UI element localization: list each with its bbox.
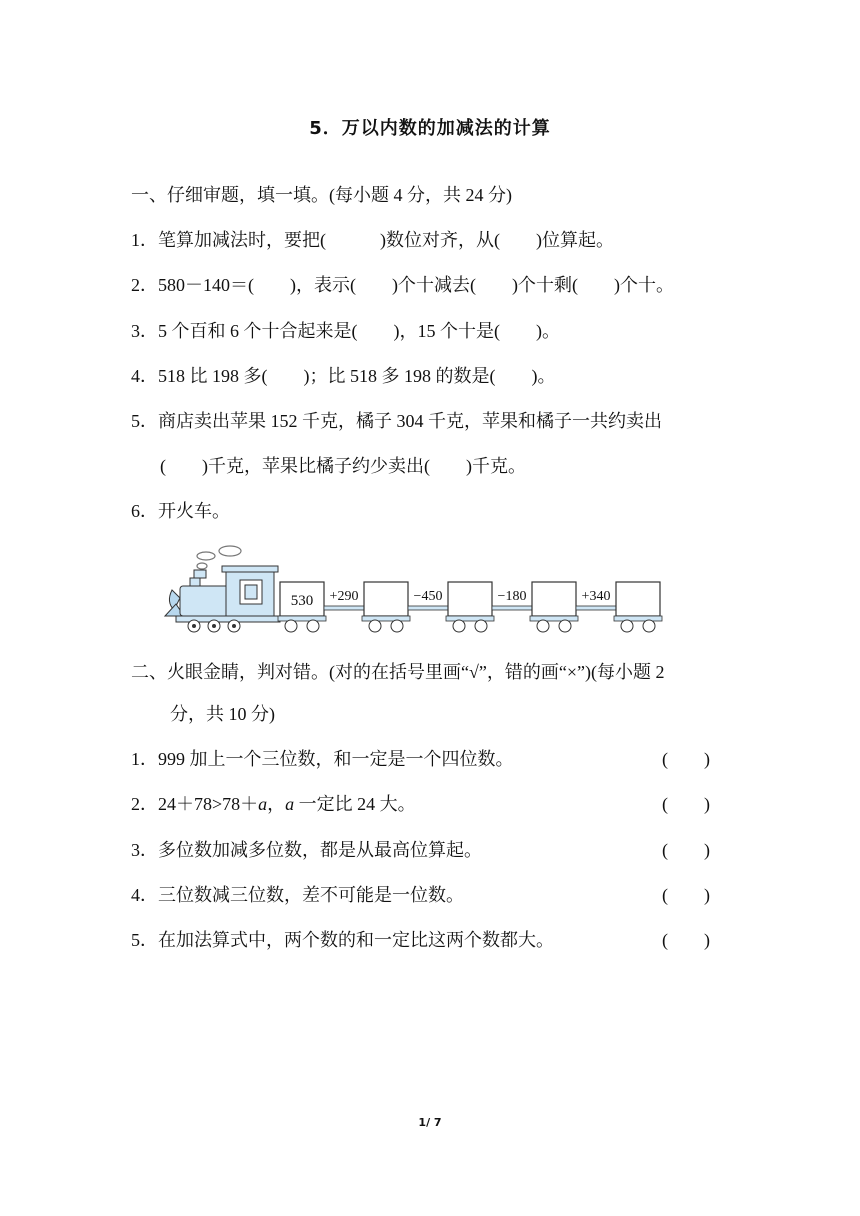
coupling-bar	[492, 606, 532, 610]
operation-label: −450	[413, 589, 443, 604]
question-6: 6．开火车。	[131, 501, 230, 521]
section2-heading-line1: 二、火眼金睛，判对错。(对的在括号里画“√”，错的画“×”)(每小题 2	[131, 662, 665, 682]
section2-heading-line2: 分，共 10 分)	[170, 704, 275, 724]
wheel	[475, 620, 487, 632]
judge-item-1: 1．999 加上一个三位数，和一定是一个四位数。	[131, 749, 514, 769]
wheel	[391, 620, 403, 632]
variable-a: a	[285, 794, 295, 814]
start-value: 530	[290, 593, 314, 609]
wheel	[369, 620, 381, 632]
judge-item-4: 4．三位数减三位数，差不可能是一位数。	[131, 885, 464, 905]
judge-item-3: 3．多位数加减多位数，都是从最高位算起。	[131, 840, 482, 860]
smoke-puff	[197, 552, 215, 560]
question-4: 4．518 比 198 多( )；比 518 多 198 的数是( )。	[131, 366, 556, 386]
car-base	[278, 616, 326, 621]
smoke-puff	[219, 546, 241, 556]
car-base	[614, 616, 662, 621]
operation-label: +340	[581, 589, 611, 604]
train-car-blank	[616, 582, 660, 616]
operation-label: +290	[329, 589, 359, 604]
operation-label: −180	[497, 589, 527, 604]
car-base	[362, 616, 410, 621]
wheel	[453, 620, 465, 632]
judge-item-2	[131, 792, 741, 816]
page-title: 5．万以内数的加减法的计算	[309, 118, 551, 139]
question-1: 1．笔算加减法时，要把( )数位对齐，从( )位算起。	[131, 230, 614, 250]
wheel	[643, 620, 655, 632]
judge-item-2-text: 一定比 24 大。	[294, 794, 416, 814]
judge-item-2-text: ，	[267, 794, 286, 814]
car-base	[530, 616, 578, 621]
wheel	[285, 620, 297, 632]
car-base	[446, 616, 494, 621]
train-car-blank	[364, 582, 408, 616]
question-3: 3．5 个百和 6 个十合起来是( )，15 个十是( )。	[131, 321, 560, 341]
wheel	[559, 620, 571, 632]
coupling-bar	[408, 606, 448, 610]
question-5-line2: ( )千克，苹果比橘子约少卖出( )千克。	[160, 456, 526, 476]
answer-parentheses: ( )	[662, 840, 710, 860]
question-5-line1: 5．商店卖出苹果 152 千克，橘子 304 千克，苹果和橘子一共约卖出	[131, 411, 662, 431]
wheel	[621, 620, 633, 632]
judge-item-5: 5．在加法算式中，两个数的和一定比这两个数都大。	[131, 930, 554, 950]
page-number: 1/ 7	[418, 1116, 442, 1129]
answer-parentheses: ( )	[662, 930, 710, 950]
locomotive	[165, 566, 280, 632]
train-illustration	[160, 542, 670, 634]
wheel	[307, 620, 319, 632]
variable-a: a	[258, 794, 268, 814]
wheel	[537, 620, 549, 632]
judge-item-2-text: 2．24＋78>78＋	[131, 794, 259, 814]
coupling-bar	[576, 606, 616, 610]
train-car-blank	[532, 582, 576, 616]
train-car-blank	[448, 582, 492, 616]
section1-heading: 一、仔细审题，填一填。(每小题 4 分，共 24 分)	[131, 185, 512, 205]
question-2: 2．580－140＝( )，表示( )个十减去( )个十剩( )个十。	[131, 275, 674, 295]
answer-parentheses: ( )	[662, 749, 710, 769]
smoke-puff	[197, 563, 207, 569]
answer-parentheses: ( )	[662, 794, 710, 814]
coupling-bar	[324, 606, 364, 610]
answer-parentheses: ( )	[662, 885, 710, 905]
